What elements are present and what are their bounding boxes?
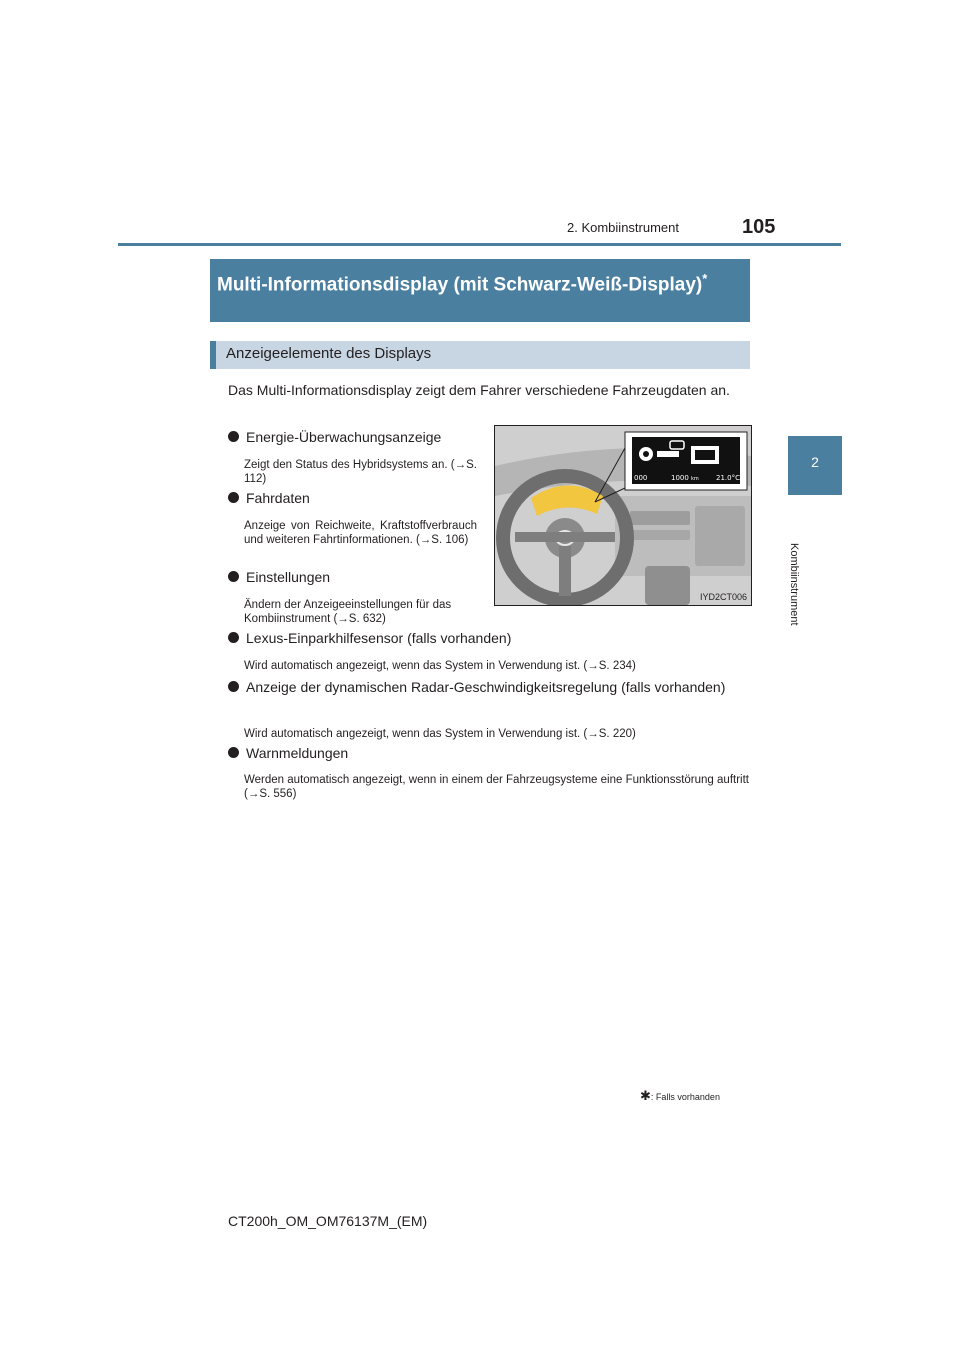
list-item-desc: Werden automatisch angezeigt, wenn in einem der Fahrzeugsysteme eine Funktionsstörung auftritt (→S. 556) [244, 774, 749, 800]
subsection-accent [210, 341, 216, 369]
list-item-desc: Wird automatisch angezeigt, wenn das System in Verwendung ist. (→S. 220) [244, 728, 636, 740]
dashboard-illustration [494, 425, 752, 606]
bullet-icon [228, 492, 239, 503]
page-number: 105 [742, 216, 776, 238]
list-item-title: Warnmeldungen [228, 745, 348, 761]
footnote-text: : Falls vorhanden [650, 1092, 720, 1102]
display-unit: km [691, 476, 699, 482]
header-rule [118, 243, 841, 246]
section-title [217, 265, 737, 298]
list-item-title: Energie-Überwachungsanzeige [228, 429, 441, 445]
intro-paragraph: Das Multi-Informationsdisplay zeigt dem Fahrer verschiedene Fahrzeugdaten an. [228, 382, 730, 398]
bullet-icon [228, 681, 239, 692]
chapter-label: Kombiinstrument [788, 543, 800, 626]
dashboard-drawing [495, 426, 751, 605]
list-item-title: Fahrdaten [228, 490, 310, 506]
list-item-desc: Ändern der Anzeigeeinstellungen für das Kombiinstrument (→S. 632) [244, 599, 452, 625]
list-item-title: Einstellungen [228, 569, 330, 585]
running-header: 2. Kombiinstrument [567, 220, 679, 235]
chapter-number: 2 [811, 454, 819, 470]
section-title-text: Multi-Informationsdisplay (mit Schwarz-Weiß-Display) [217, 274, 703, 296]
list-item-title: Lexus-Einparkhilfesensor (falls vorhanden) [228, 630, 511, 646]
bullet-icon [228, 571, 239, 582]
asterisk-icon: ✱ [640, 1088, 651, 1103]
figure-code: IYD2CT006 [699, 592, 747, 602]
list-item-desc: Anzeige von Reichweite, Kraftstoffverbrauch und weiteren Fahrtinformationen. (→S. 106) [244, 520, 477, 546]
footnote [640, 1088, 720, 1104]
list-item-desc: Zeigt den Status des Hybridsystems an. (→S. 112) [244, 459, 477, 485]
subsection-title: Anzeigeelemente des Displays [226, 345, 432, 362]
display-mid-value: 1000 [671, 474, 689, 482]
bullet-icon [228, 747, 239, 758]
document-code: CT200h_OM_OM76137M_(EM) [228, 1213, 428, 1229]
list-item-desc: Wird automatisch angezeigt, wenn das System in Verwendung ist. (→S. 234) [244, 660, 636, 672]
display-left-value: 000 [634, 474, 648, 482]
footnote-mark: * [702, 271, 708, 286]
bullet-icon [228, 632, 239, 643]
display-temp: 21.0°C [716, 474, 740, 482]
list-item-title: Anzeige der dynamischen Radar-Geschwindigkeitsregelung (falls vorhanden) [228, 675, 744, 699]
bullet-icon [228, 431, 239, 442]
